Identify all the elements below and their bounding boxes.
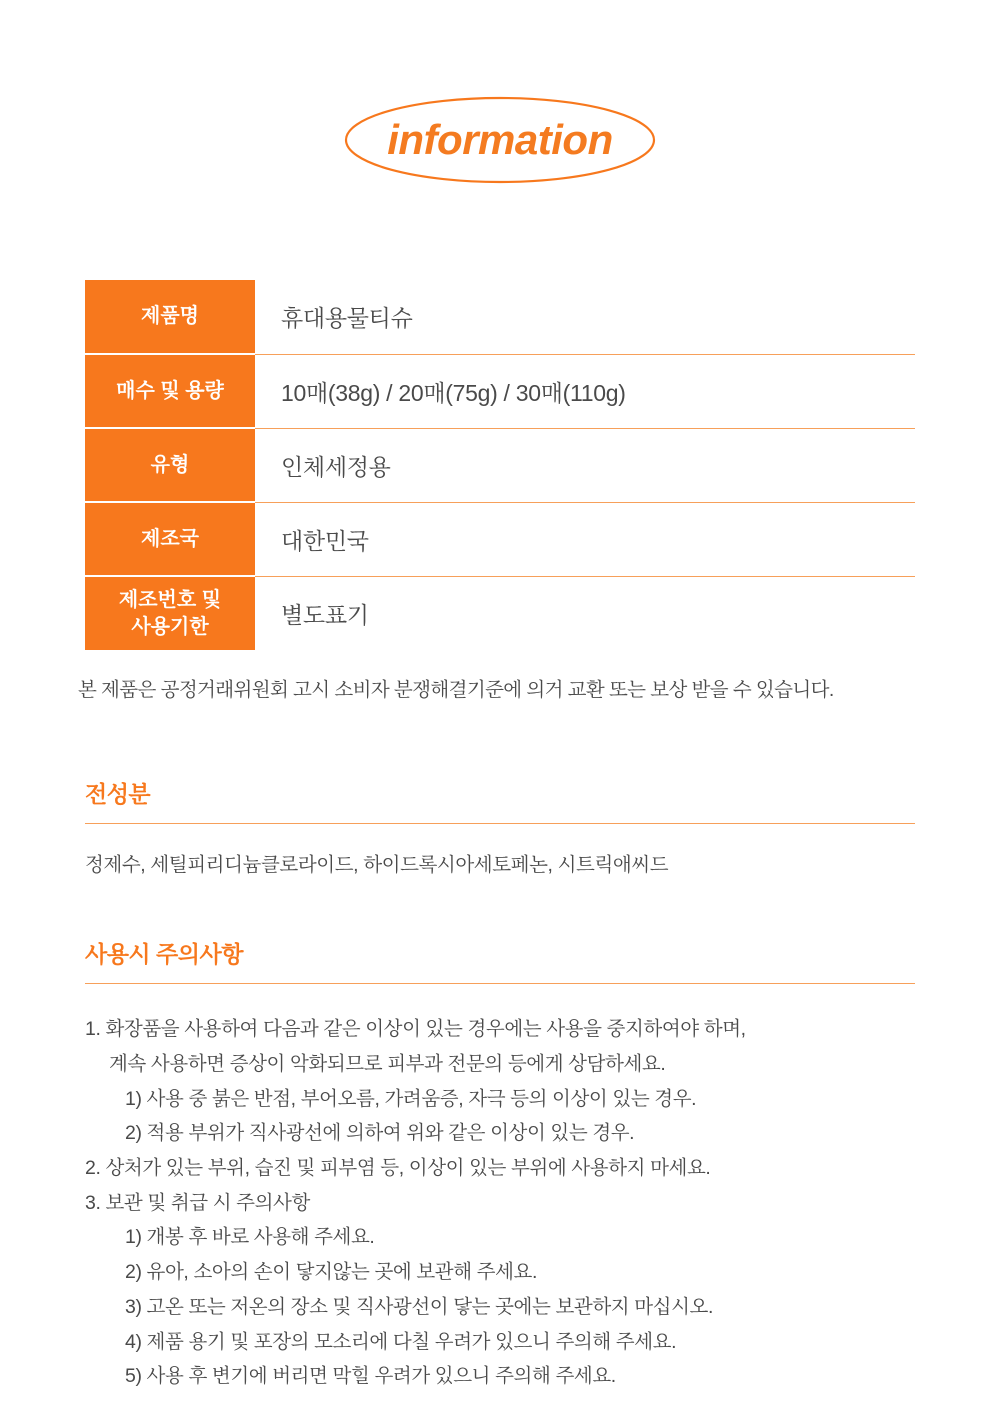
list-item: 2. 상처가 있는 부위, 습진 및 피부염 등, 이상이 있는 부위에 사용하지 마세요. — [85, 1157, 711, 1180]
list-item: 3) 고온 또는 저온의 장소 및 직사광선이 닿는 곳에는 보관하지 마십시오. — [125, 1295, 713, 1318]
caution-list — [85, 984, 915, 1394]
list-item: 2) 적용 부위가 직사광선에 의하여 위와 같은 이상이 있는 경우. — [125, 1122, 635, 1145]
page-title: information — [387, 116, 613, 163]
ingredients-section — [85, 702, 915, 880]
information-badge — [344, 96, 656, 184]
page-header — [0, 0, 1000, 184]
list-item: 1) 사용 중 붉은 반점, 부어오름, 가려움증, 자극 등의 이상이 있는 경우. — [125, 1087, 697, 1110]
spec-value: 10매(38g) / 20매(75g) / 30매(110g) — [255, 354, 915, 428]
caution-section — [85, 880, 915, 1394]
list-item: 계속 사용하면 증상이 악화되므로 피부과 전문의 등에게 상담하세요. — [109, 1052, 666, 1075]
spec-label: 제품명 — [85, 280, 255, 354]
spec-value: 인체세정용 — [255, 428, 915, 502]
table-row — [85, 280, 915, 354]
list-item: 1) 개봉 후 바로 사용해 주세요. — [125, 1226, 375, 1249]
spec-label: 제조국 — [85, 502, 255, 576]
list-item: 4) 제품 용기 및 포장의 모소리에 다칠 우려가 있으니 주의해 주세요. — [125, 1330, 677, 1353]
ingredients-body: 정제수, 세틸피리디늄클로라이드, 하이드록시아세토페논, 시트릭애씨드 — [85, 854, 669, 876]
table-row — [85, 428, 915, 502]
list-item: 5) 사용 후 변기에 버리면 막힐 우려가 있으니 주의해 주세요. — [125, 1365, 616, 1388]
list-item: 3. 보관 및 취급 시 주의사항 — [85, 1191, 310, 1214]
spec-label: 유형 — [85, 428, 255, 502]
spec-label: 제조번호 및 사용기한 — [85, 576, 255, 650]
caution-title: 사용시 주의사항 — [85, 941, 243, 968]
table-row — [85, 576, 915, 650]
spec-value: 대한민국 — [255, 502, 915, 576]
spec-value: 휴대용물티슈 — [255, 280, 915, 354]
spec-value: 별도표기 — [255, 576, 915, 650]
spec-label: 매수 및 용량 — [85, 354, 255, 428]
list-item: 1. 화장품을 사용하여 다음과 같은 이상이 있는 경우에는 사용을 중지하여야 하며, — [85, 1018, 746, 1041]
product-spec-table — [85, 280, 915, 650]
list-item: 2) 유아, 소아의 손이 닿지않는 곳에 보관해 주세요. — [125, 1261, 538, 1284]
consumer-dispute-notice: 본 제품은 공정거래위원회 고시 소비자 분쟁해결기준에 의거 교환 또는 보상 받을 수 있습니다. — [78, 679, 834, 701]
ingredients-title: 전성분 — [85, 781, 151, 807]
table-row — [85, 502, 915, 576]
table-row — [85, 354, 915, 428]
